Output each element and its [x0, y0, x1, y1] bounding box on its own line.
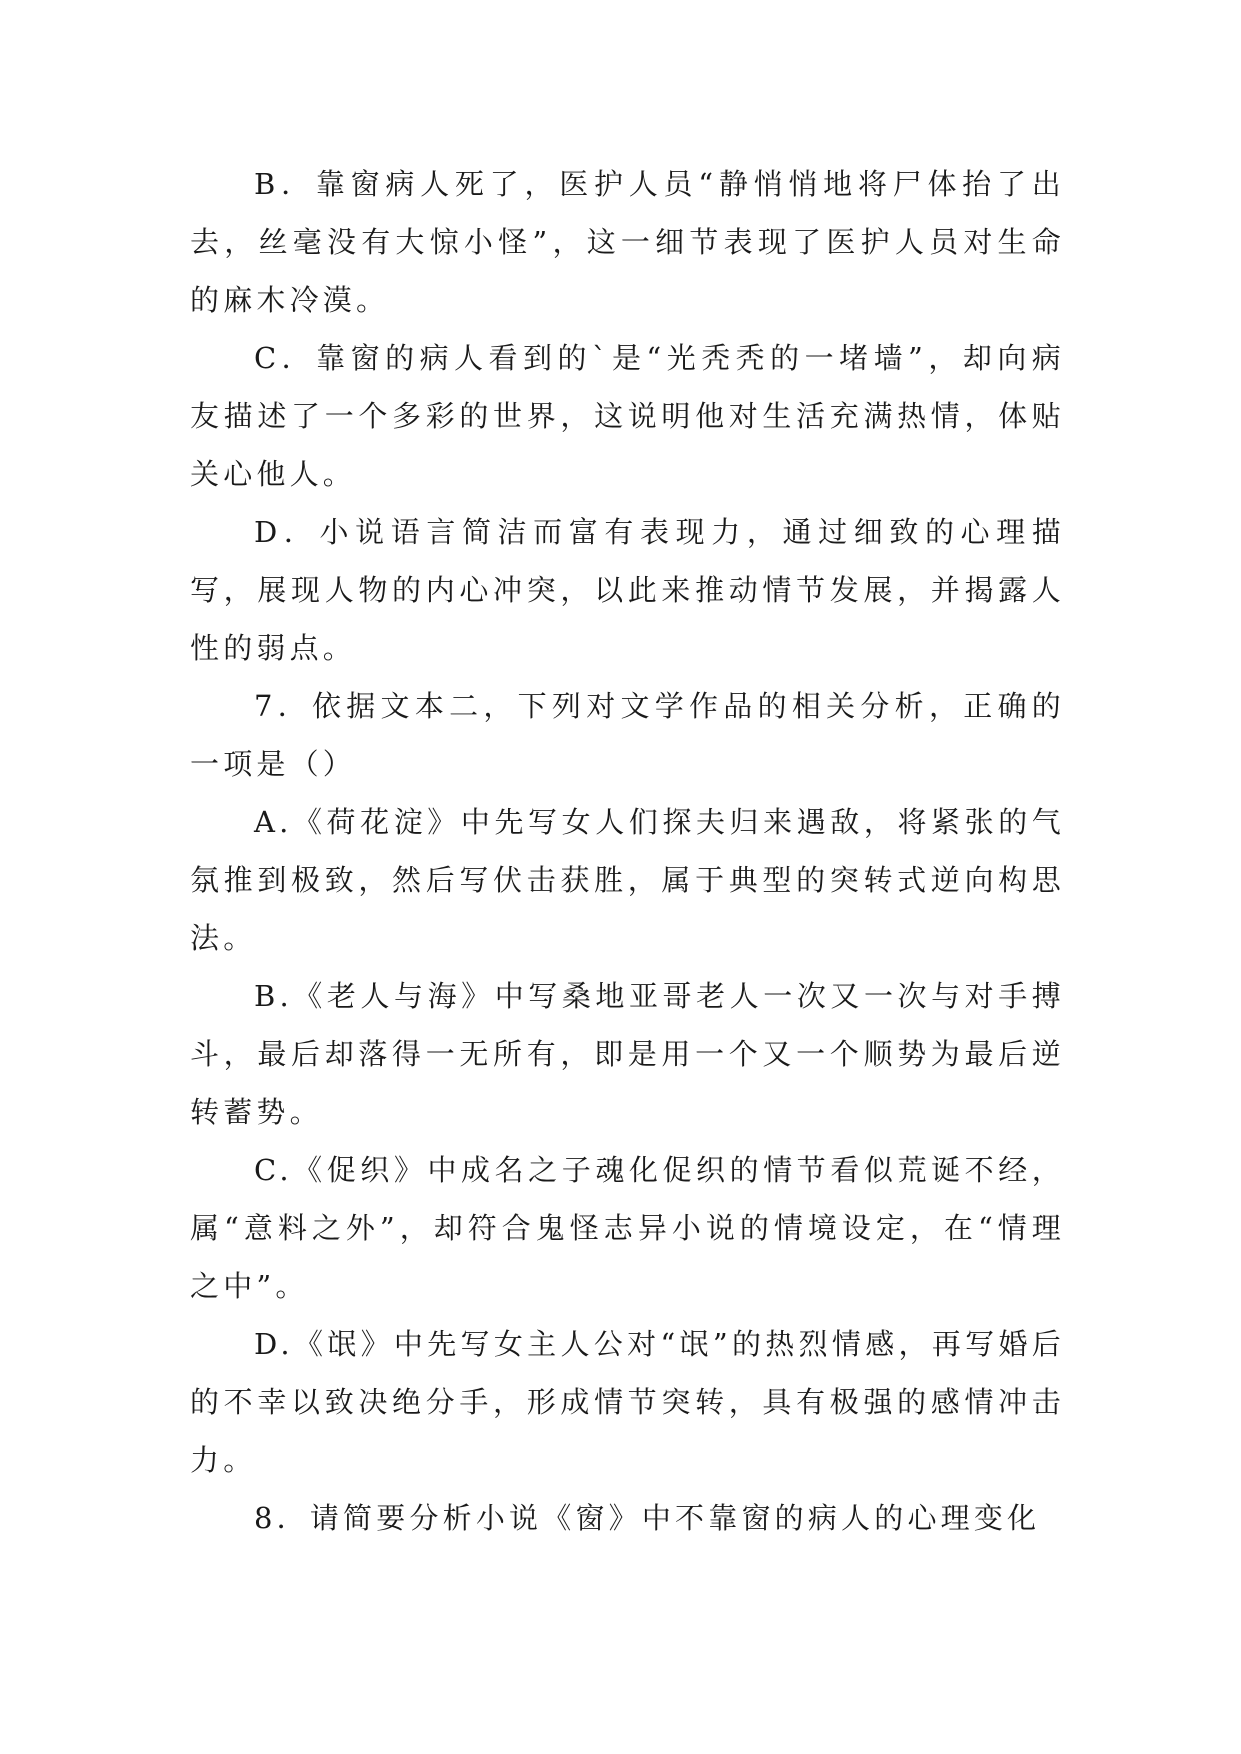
option-b-paragraph: B．靠窗病人死了，医护人员“静悄悄地将尸体抬了出去，丝毫没有大惊小怪”，这一细节表现了医护人员对生命的麻木冷漠。	[190, 167, 1065, 317]
question-7-stem: 7．依据文本二，下列对文学作品的相关分析，正确的一项是（）	[190, 689, 1065, 781]
question-8-stem: 8．请简要分析小说《窗》中不靠窗的病人的心理变化	[254, 1501, 1041, 1535]
option-c-paragraph: C．靠窗的病人看到的`是“光秃秃的一堵墙”，却向病友描述了一个多彩的世界，这说明他对生活充满热情，体贴关心他人。	[190, 341, 1065, 491]
question-7-option-a: A.《荷花淀》中先写女人们探夫归来遇敌，将紧张的气氛推到极致，然后写伏击获胜，属于典型的突转式逆向构思法。	[190, 805, 1065, 955]
option-d-paragraph: D．小说语言简洁而富有表现力，通过细致的心理描写，展现人物的内心冲突，以此来推动情节发展，并揭露人性的弱点。	[190, 515, 1065, 665]
document-body	[190, 155, 1065, 1547]
question-7-option-d: D.《氓》中先写女主人公对“氓”的热烈情感，再写婚后的不幸以致决绝分手，形成情节突转，具有极强的感情冲击力。	[190, 1327, 1065, 1477]
question-7-option-c: C.《促织》中成名之子魂化促织的情节看似荒诞不经，属“意料之外”，却符合鬼怪志异小说的情境设定，在“情理之中”。	[190, 1153, 1065, 1303]
question-7-option-b: B.《老人与海》中写桑地亚哥老人一次又一次与对手搏斗，最后却落得一无所有，即是用一个又一个顺势为最后逆转蓄势。	[190, 979, 1065, 1129]
